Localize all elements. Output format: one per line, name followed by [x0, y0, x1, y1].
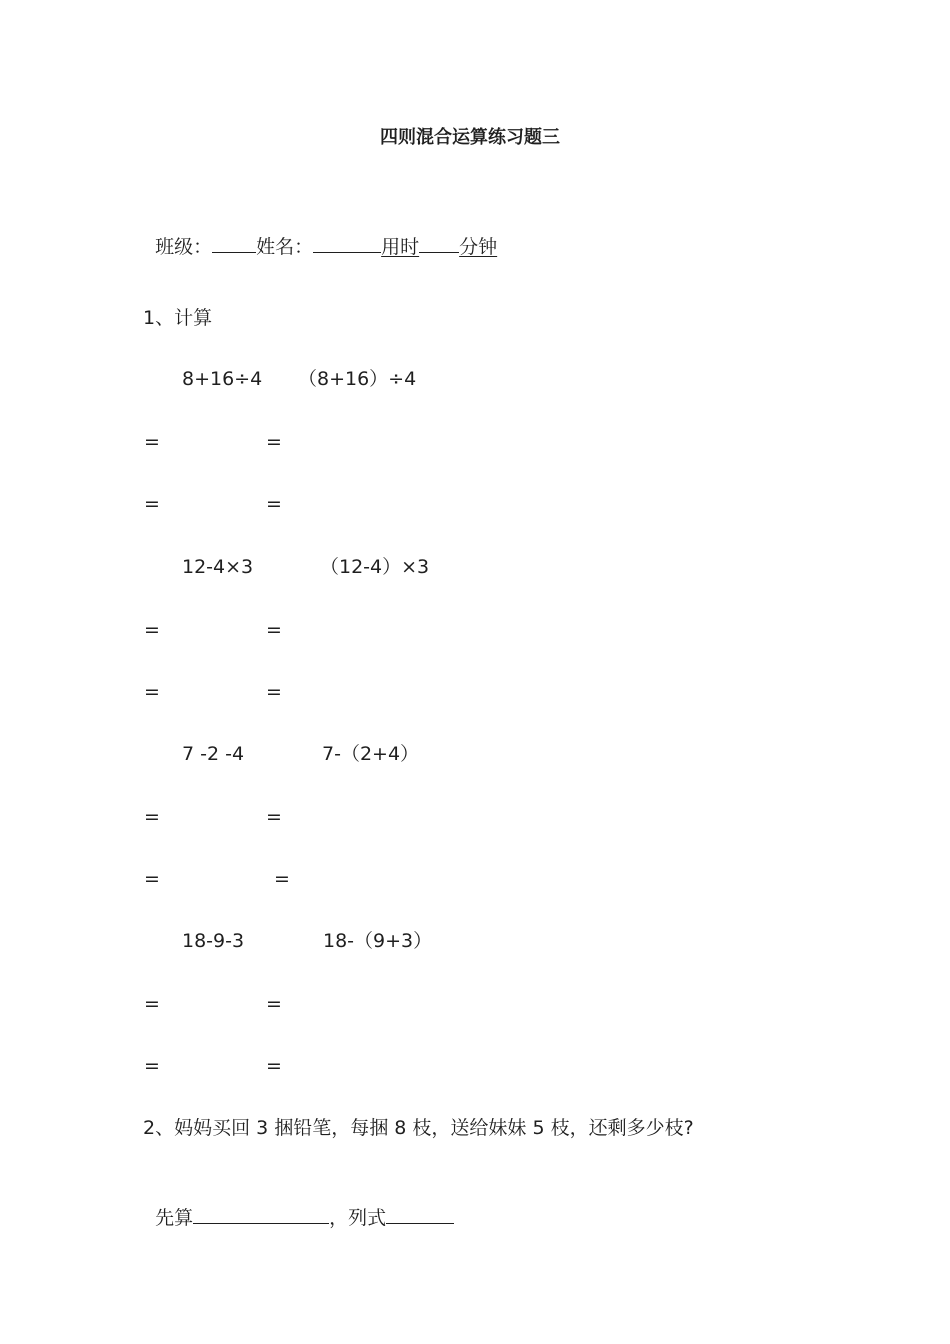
equals-sign: = — [144, 493, 160, 515]
equals-sign: = — [274, 868, 290, 890]
formula-label: 列式 — [348, 1207, 387, 1229]
equals-sign: = — [266, 993, 282, 1015]
section-2-question: 2、妈妈买回 3 捆铅笔，每捆 8 枝，送给妹妹 5 枝，还剩多少枝? — [143, 1117, 694, 1139]
page-title: 四则混合运算练习题三 — [380, 127, 560, 148]
problem-4-right: 18-（9+3） — [323, 930, 433, 952]
comma: ， — [329, 1207, 349, 1229]
header-line — [143, 208, 497, 259]
equals-sign: = — [144, 431, 160, 453]
equals-sign: = — [266, 1055, 282, 1077]
problem-3-right: 7-（2+4） — [322, 743, 420, 765]
problem-1-right: （8+16）÷4 — [298, 368, 417, 390]
name-label: 姓名： — [256, 236, 314, 258]
equals-sign: = — [144, 1055, 160, 1077]
equals-sign: = — [266, 619, 282, 641]
problem-2-right: （12-4）×3 — [320, 556, 430, 578]
minutes-label: 分钟 — [459, 236, 498, 258]
time-blank[interactable] — [419, 232, 459, 253]
formula-blank[interactable] — [386, 1203, 454, 1224]
section-1-heading: 1、计算 — [143, 307, 213, 329]
equals-sign: = — [266, 681, 282, 703]
time-label: 用时 — [381, 236, 420, 258]
equals-sign: = — [266, 806, 282, 828]
name-blank[interactable] — [313, 232, 381, 253]
first-calc-label: 先算 — [155, 1207, 194, 1229]
problem-4-left: 18-9-3 — [182, 930, 245, 952]
equals-sign: = — [144, 806, 160, 828]
class-blank[interactable] — [212, 232, 256, 253]
problem-3-left: 7 -2 -4 — [182, 743, 245, 765]
equals-sign: = — [144, 619, 160, 641]
answer-line — [143, 1179, 454, 1230]
problem-1-left: 8+16÷4 — [182, 368, 263, 390]
class-label: 班级： — [155, 236, 213, 258]
equals-sign: = — [144, 681, 160, 703]
first-calc-blank[interactable] — [193, 1203, 329, 1224]
equals-sign: = — [144, 993, 160, 1015]
problem-2-left: 12-4×3 — [182, 556, 254, 578]
equals-sign: = — [266, 493, 282, 515]
equals-sign: = — [144, 868, 160, 890]
equals-sign: = — [266, 431, 282, 453]
